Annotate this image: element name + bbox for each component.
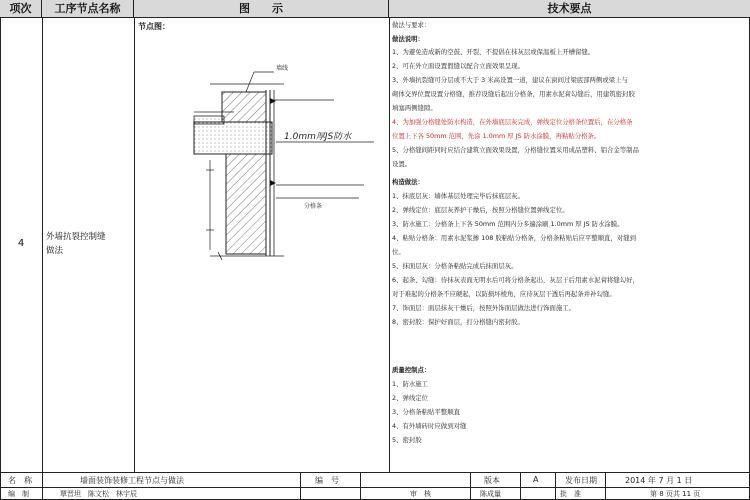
method-heading: 做法说明： [392,35,424,43]
quality-item: 2、弹线定位 [392,394,429,402]
callout-wall-line: 墙线 [276,65,289,72]
footer-name-label: 名 称 [8,476,32,485]
footer-version-label: 版本 [484,476,500,485]
method-item-highlight: 4、为加强分格缝处防水构造，在外墙底层灰完成，弹线定位分格条位置后，在分格条 [392,118,633,126]
footer-date-value: 2014 年 7 月 1 日 [625,476,693,485]
construct-item: 5、抹面层灰：分格条粘贴完成后抹面层灰。 [392,262,518,270]
process-name-line: 做法 [46,246,64,256]
upper-wall [222,92,266,122]
method-item: 1、为避免造成新的空鼓、开裂，不提倡在抹灰层或保温板上开槽留缝。 [392,48,595,56]
tech-title: 做法与要求： [392,21,431,29]
quality-item: 3、分格条粘贴平整顺直 [392,408,460,416]
footer-date-label: 发布日期 [565,476,597,485]
construct-item: 位。 [392,248,405,256]
joint-marker [270,98,276,104]
grid-line [389,18,390,472]
header-figure: 图 示 [134,0,389,18]
wall-joint-diagram [134,30,389,270]
grid-line [0,472,750,473]
quality-item: 4、有外墙砖时应做到对缝 [392,422,467,430]
construct-item: 8、密封胶：保护好面层，打分格缝内密封胶。 [392,318,524,326]
construct-item: 2、弹线定位：底层灰养护干燥后，按照分格缝位置弹线定位。 [392,206,569,214]
footer-name-value: 墙面装饰装修工程节点与做法 [80,476,184,485]
header-tech: 技术要点 [389,0,750,18]
header-index: 项次 [0,0,42,18]
method-item: 5、分格缝间距同时应结合建筑立面效果设置，分格缝位置采用成品塑料、铝合金等制品 [392,146,639,154]
process-name [46,230,132,258]
footer-page: 第 8 页共 11 页 [650,490,701,498]
footer-compile-value: 覃晋坦 陈文松 林宇辰 [60,490,137,498]
footer-code-label: 编 号 [315,476,339,485]
footer-review-label: 审 核 [410,490,431,498]
row-index: 4 [17,238,25,249]
quality-heading: 质量控制点： [392,366,431,374]
quality-item: 5、密封胶 [392,436,422,444]
construct-heading: 构造做法： [392,178,424,186]
construct-item: 1、抹底层灰：墙体基层处理完毕后抹底层灰。 [392,192,524,200]
quality-item: 1、防水施工 [392,380,429,388]
joint-marker [270,180,276,186]
figure-title: 节点图： [138,22,170,31]
construct-item: 7、饰面层：面层抹灰干燥后，按照外饰面层做法进行饰面施工。 [392,304,576,312]
beam [194,122,272,154]
construct-item: 对于难起的分格条不应硬起，以防损坏棱角，应待灰层干透后再起条并补勾缝。 [392,290,616,298]
lower-wall [226,154,266,254]
footer-approve-label: 批 准 [560,490,581,498]
process-name-line: 外墙抗裂控制缝 [46,232,106,242]
footer-compile-label: 编 制 [8,490,29,498]
grid-line [0,487,750,488]
method-item: 填塞两侧缝隙。 [392,104,437,112]
construct-item: 3、防水施工：分格条上下各 50mm 范围内分多遍涂刷 1.0mm 厚 JS 防水涂膜。 [392,220,624,228]
method-item: 设置。 [392,160,412,168]
header-process-name: 工序节点名称 [42,0,134,18]
callout-js-waterproof: 1.0mm厚JS防水 [284,132,352,142]
method-item: 3、外墙抗裂缝可分层或不大于 3 米高设置一道，建议在窗间过梁底部两侧或梁上与 [392,76,628,84]
method-item: 砌体交界位置设置分格缝，推荐设缝后起出分格条，用素水泥膏勾缝后，用建筑密封胶 [392,90,635,98]
footer-version-value: A [533,475,539,484]
grid-line [42,18,43,472]
method-item: 2、可在外立面设置假缝以配合立面效果呈现。 [392,62,524,70]
method-item-highlight: 位置上下各 50mm 范围，先涂 1.0mm 厚 JS 防水涂膜，再粘贴分格条。 [392,132,601,140]
construct-item: 4、粘贴分格条：用素水泥浆掺 108 胶粘贴分格条，分格条粘贴后应平整顺直，对缝到 [392,234,636,242]
callout-divider-strip: 分格条 [304,203,323,210]
construct-item: 6、起条、勾缝：待抹灰表面无明水后可将分格条起出，灰层干后用素水泥膏将缝勾好， [392,276,639,284]
footer-review-value: 陈成量 [480,490,501,498]
